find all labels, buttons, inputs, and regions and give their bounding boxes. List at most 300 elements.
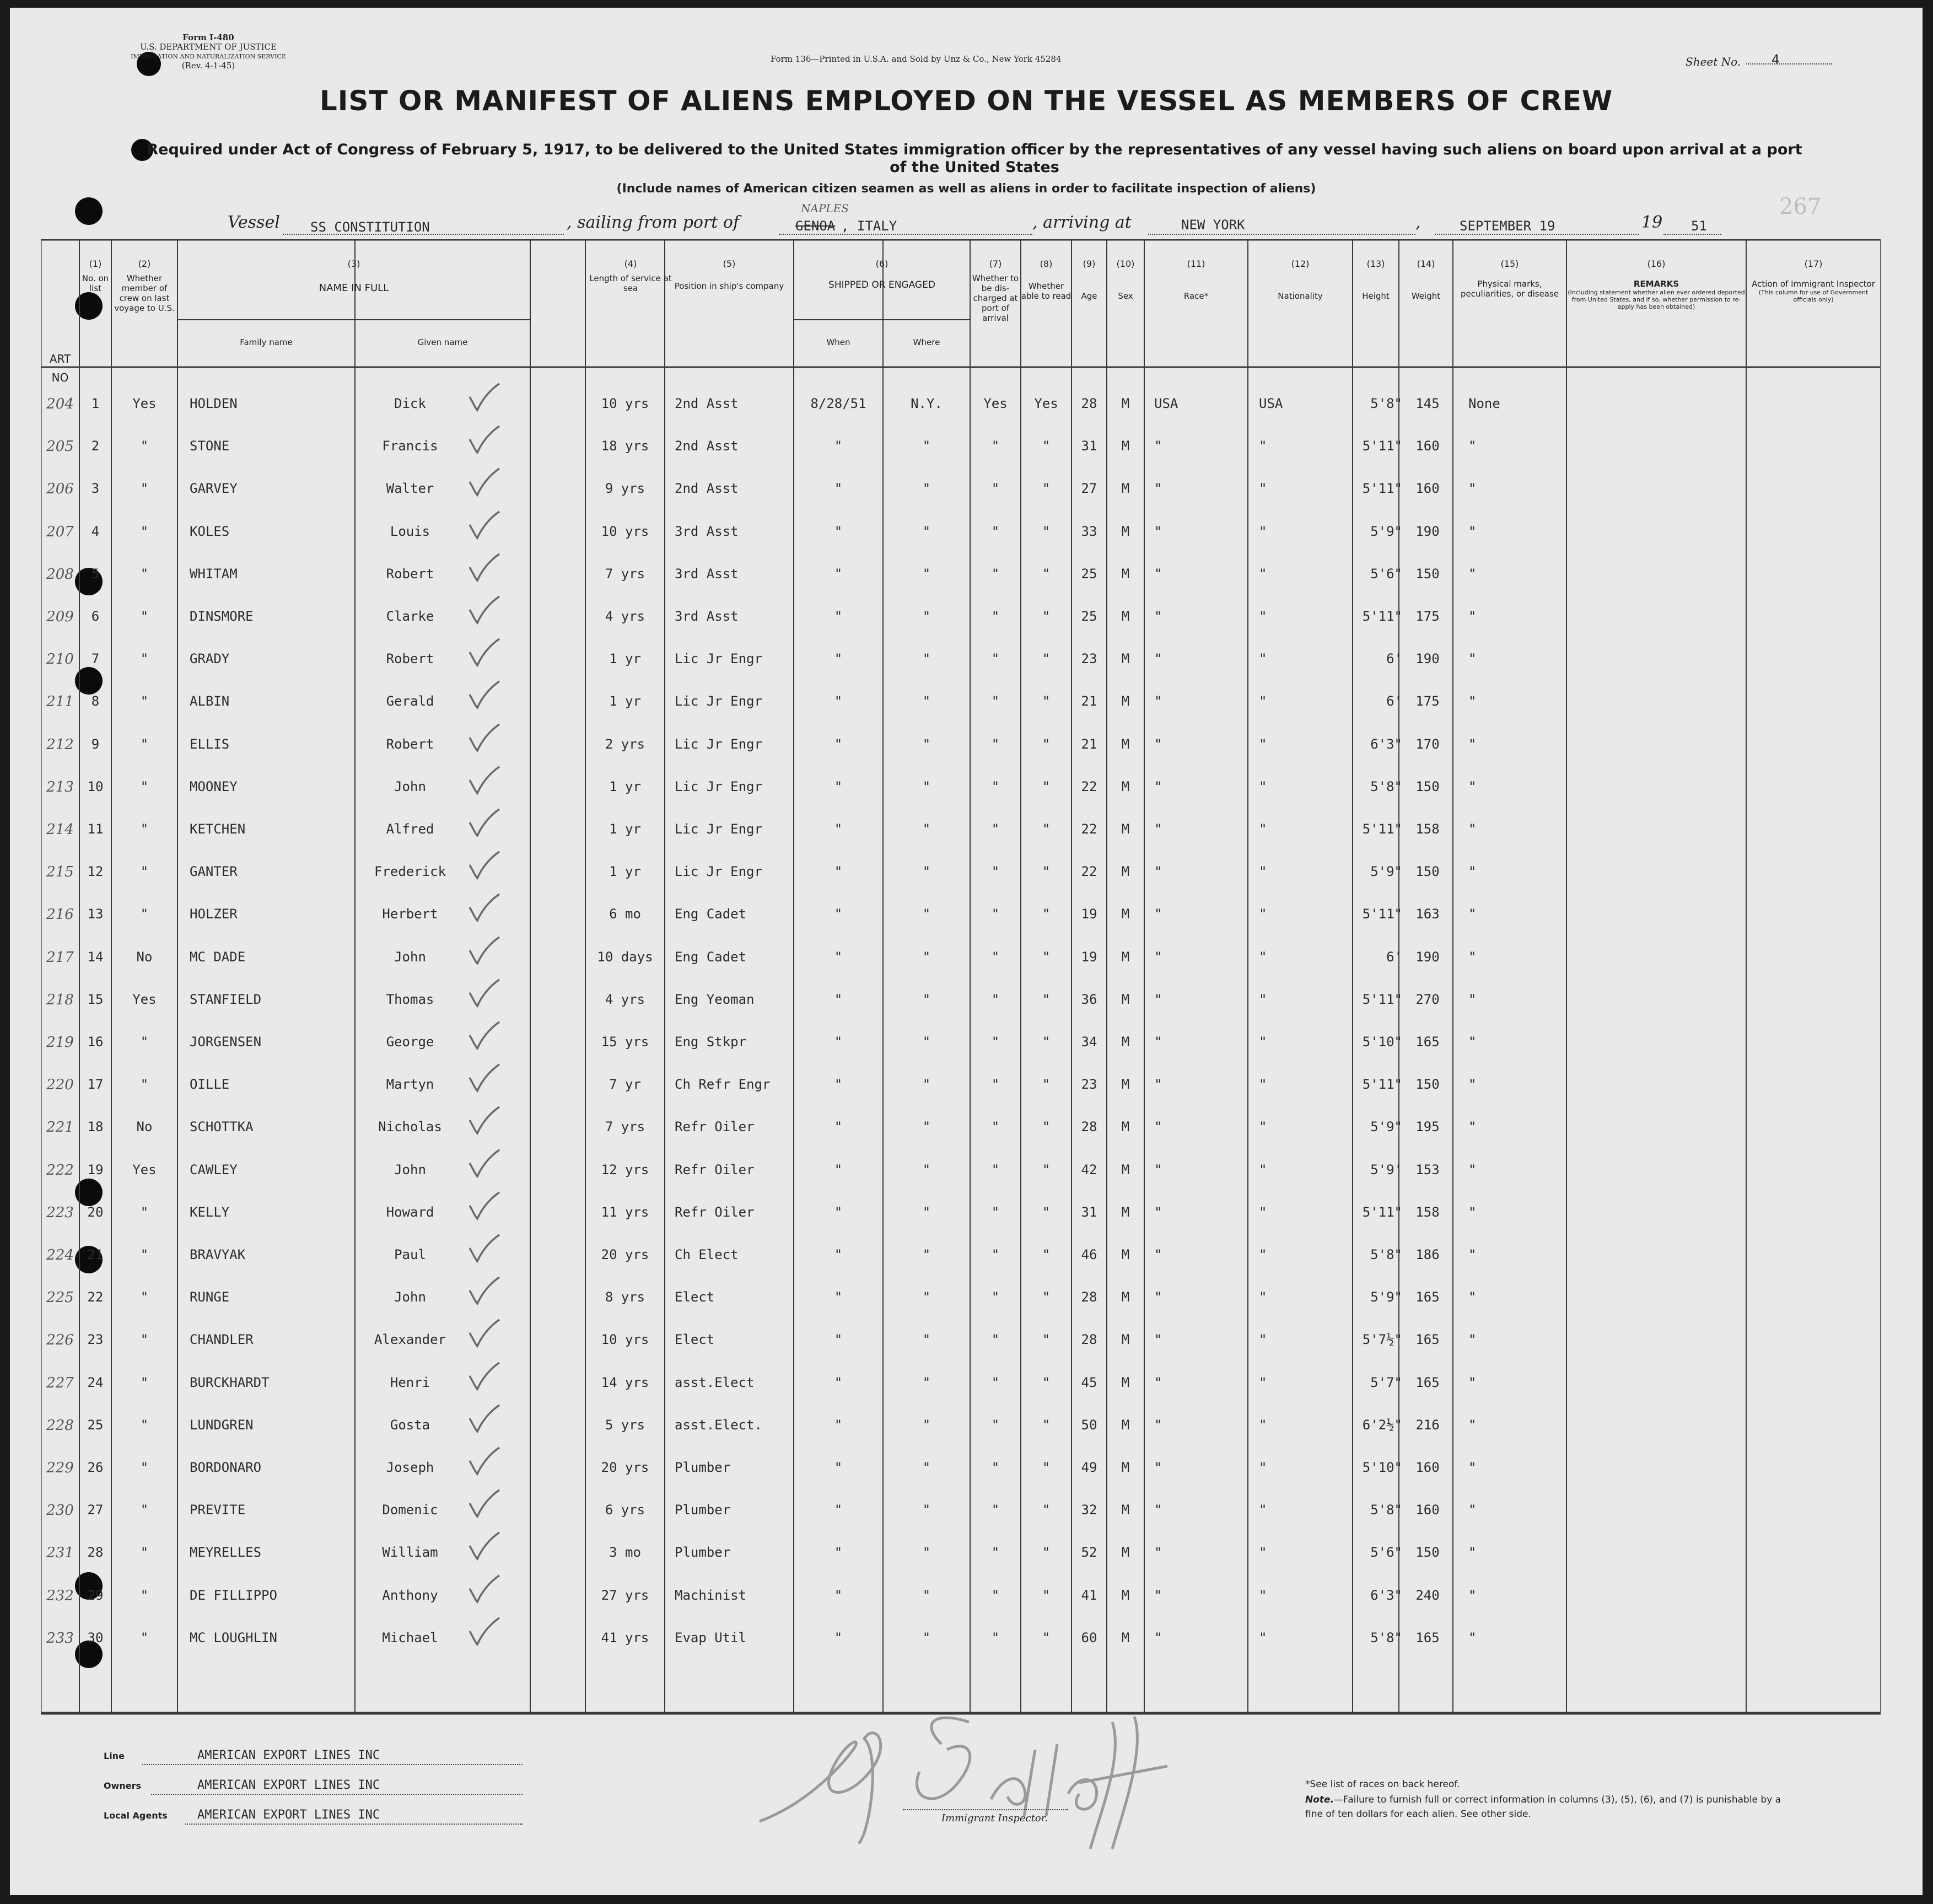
cell-where: " — [922, 949, 931, 965]
cell-disch: " — [991, 736, 1000, 752]
cell-marks: " — [1468, 1502, 1477, 1518]
cell-position: Refr Oiler — [675, 1161, 755, 1177]
cell-age: 19 — [1081, 906, 1097, 922]
cell-position: asst.Elect. — [675, 1417, 762, 1433]
cell-race: " — [1154, 1374, 1162, 1390]
cell-last: " — [140, 864, 149, 880]
cell-height: 5'9" — [1370, 523, 1402, 539]
cell-height: 5'9" — [1370, 1289, 1402, 1305]
arrival-date: SEPTEMBER 19 — [1460, 218, 1555, 234]
cell-no: 3 — [91, 481, 100, 497]
cell-family: KETCHEN — [190, 821, 246, 837]
cell-age: 45 — [1081, 1374, 1097, 1390]
check-mark-icon — [465, 721, 504, 754]
cell-last: Yes — [132, 991, 157, 1007]
cell-age: 23 — [1081, 1077, 1097, 1093]
cell-nat: " — [1259, 1417, 1267, 1433]
inspector-label: Immigrant Inspector. — [941, 1812, 1048, 1824]
cell-when: " — [834, 864, 843, 880]
cell-disch: " — [991, 906, 1000, 922]
arrival-underline — [1148, 234, 1415, 235]
revision: (Rev. 4-1-45) — [181, 61, 235, 71]
cell-disch: " — [991, 1247, 1000, 1262]
cell-race: " — [1154, 609, 1162, 624]
cell-marks: " — [1468, 1417, 1477, 1433]
cell-no: 27 — [87, 1502, 104, 1518]
penalty-note: Note.—Failure to furnish full or correct information in columns (3), (5), (6), and (7) is punishable by a fine of ten dollars for each alien. See other side. — [1305, 1794, 1781, 1820]
cell-weight: 160 — [1415, 1460, 1440, 1475]
check-mark-icon — [465, 1402, 504, 1435]
cell-no: 4 — [91, 523, 100, 539]
check-mark-icon — [465, 1104, 504, 1137]
cell-when: " — [834, 1289, 843, 1305]
cell-art: 224 — [46, 1247, 74, 1263]
cell-read: " — [1042, 906, 1051, 922]
cell-when: " — [834, 1374, 843, 1390]
cell-race: " — [1154, 1332, 1162, 1348]
cell-position: Ch Refr Engr — [675, 1077, 771, 1093]
cell-sex: M — [1121, 1034, 1130, 1050]
form-number: Form I-480 — [182, 33, 234, 42]
cell-art: 217 — [46, 949, 74, 966]
cell-race: " — [1154, 1204, 1162, 1220]
check-mark-icon — [465, 678, 504, 711]
cell-where: " — [922, 1332, 931, 1348]
cell-height: 5'8" — [1370, 396, 1402, 411]
cell-weight: 153 — [1415, 1161, 1440, 1177]
cell-art: 207 — [46, 523, 74, 540]
cell-art: 205 — [46, 438, 74, 455]
cell-nat: " — [1259, 949, 1267, 965]
cell-race: " — [1154, 566, 1162, 582]
cell-height: 5'11" — [1362, 438, 1402, 454]
cell-race: " — [1154, 1077, 1162, 1093]
cell-given: Henri — [390, 1374, 430, 1390]
cell-no: 9 — [91, 736, 100, 752]
cell-art: 225 — [46, 1289, 74, 1306]
cell-when: " — [834, 651, 843, 667]
cell-height: 5'6" — [1370, 566, 1402, 582]
cell-nat: " — [1259, 651, 1267, 667]
cell-marks: " — [1468, 821, 1477, 837]
cell-read: " — [1042, 1587, 1051, 1603]
cell-when: " — [834, 693, 843, 709]
cell-family: WHITAM — [190, 566, 238, 582]
cell-disch: " — [991, 1034, 1000, 1050]
cell-weight: 160 — [1415, 438, 1440, 454]
cell-nat: " — [1259, 1374, 1267, 1390]
cell-age: 33 — [1081, 523, 1097, 539]
agents-underline — [185, 1824, 523, 1825]
cell-sex: M — [1121, 609, 1130, 624]
cell-read: " — [1042, 693, 1051, 709]
arrival-port: NEW YORK — [1181, 217, 1245, 233]
cell-when: " — [834, 566, 843, 582]
cell-race: " — [1154, 1289, 1162, 1305]
cell-no: 11 — [87, 821, 104, 837]
cell-last: " — [140, 523, 149, 539]
cell-family: BURCKHARDT — [190, 1374, 270, 1390]
check-mark-icon — [465, 1316, 504, 1349]
cell-weight: 190 — [1415, 651, 1440, 667]
cell-disch: " — [991, 651, 1000, 667]
cell-no: 14 — [87, 949, 104, 965]
cell-nat: " — [1259, 1034, 1267, 1050]
cell-age: 52 — [1081, 1545, 1097, 1561]
cell-no: 12 — [87, 864, 104, 880]
cell-when: " — [834, 821, 843, 837]
agents-value: AMERICAN EXPORT LINES INC — [197, 1808, 380, 1822]
cell-art: 219 — [46, 1034, 74, 1051]
cell-when: " — [834, 1502, 843, 1518]
cell-age: 46 — [1081, 1247, 1097, 1262]
cell-position: Refr Oiler — [675, 1119, 755, 1135]
cell-race: " — [1154, 1161, 1162, 1177]
cell-given: Domenic — [382, 1502, 438, 1518]
cell-last: " — [140, 1374, 149, 1390]
cell-when: " — [834, 1161, 843, 1177]
cell-nat: " — [1259, 1204, 1267, 1220]
cell-nat: " — [1259, 609, 1267, 624]
cell-art: 210 — [46, 651, 74, 668]
cell-disch: Yes — [983, 396, 1008, 411]
cell-family: MOONEY — [190, 778, 238, 794]
cell-given: Dick — [394, 396, 426, 411]
cell-where: N.Y. — [911, 396, 943, 411]
cell-disch: " — [991, 609, 1000, 624]
cell-sex: M — [1121, 1502, 1130, 1518]
cell-read: " — [1042, 736, 1051, 752]
cell-height: 6' — [1386, 693, 1402, 709]
sheet-label: Sheet No. — [1686, 55, 1741, 68]
cell-height: 5'11" — [1362, 991, 1402, 1007]
cell-when: " — [834, 1629, 843, 1645]
cell-given: Anthony — [382, 1587, 438, 1603]
cell-given: Francis — [382, 438, 438, 454]
cell-weight: 160 — [1415, 481, 1440, 497]
cell-family: DINSMORE — [190, 609, 254, 624]
punch-hole — [75, 197, 103, 225]
cell-nat: " — [1259, 693, 1267, 709]
cell-where: " — [922, 1161, 931, 1177]
cell-last: " — [140, 1545, 149, 1561]
cell-sex: M — [1121, 864, 1130, 880]
cell-last: " — [140, 778, 149, 794]
cell-weight: 165 — [1415, 1374, 1440, 1390]
cell-weight: 270 — [1415, 991, 1440, 1007]
cell-when: " — [834, 1034, 843, 1050]
cell-marks: " — [1468, 949, 1477, 965]
cell-art: 228 — [46, 1417, 74, 1434]
col-art-no: ART NO — [49, 352, 71, 384]
cell-age: 28 — [1081, 1332, 1097, 1348]
col12-header: (12) Nationality — [1278, 259, 1323, 301]
col2-header: (2) Whether member of crew on last voyage to U.S. — [114, 259, 175, 313]
cell-family: GANTER — [190, 864, 238, 880]
cell-service: 1 yr — [609, 864, 641, 880]
departure-port-correction: NAPLES — [801, 202, 849, 215]
cell-marks: " — [1468, 1289, 1477, 1305]
cell-given: Alfred — [386, 821, 434, 837]
cell-last: " — [140, 693, 149, 709]
cell-read: " — [1042, 821, 1051, 837]
col17-header: (17) Action of Immigrant Inspector (This column for use of Government officials only) — [1752, 259, 1875, 303]
cell-art: 223 — [46, 1204, 74, 1221]
port-underline — [779, 234, 1032, 235]
cell-weight: 150 — [1415, 1545, 1440, 1561]
cell-where: " — [922, 1034, 931, 1050]
cell-when: " — [834, 736, 843, 752]
cell-age: 32 — [1081, 1502, 1097, 1518]
cell-last: " — [140, 1034, 149, 1050]
cell-sex: M — [1121, 1417, 1130, 1433]
cell-race: " — [1154, 523, 1162, 539]
cell-position: Refr Oiler — [675, 1204, 755, 1220]
cell-art: 206 — [46, 481, 74, 498]
cell-when: " — [834, 1247, 843, 1262]
cell-height: 6'3" — [1370, 736, 1402, 752]
cell-height: 6' — [1386, 651, 1402, 667]
crew-table — [41, 239, 1881, 1717]
cell-height: 5'7" — [1370, 1374, 1402, 1390]
cell-given: Frederick — [374, 864, 446, 880]
cell-given: Gerald — [386, 693, 434, 709]
cell-age: 60 — [1081, 1629, 1097, 1645]
cell-weight: 150 — [1415, 778, 1440, 794]
cell-height: 5'9' — [1370, 1161, 1402, 1177]
cell-race: " — [1154, 1119, 1162, 1135]
cell-nat: " — [1259, 438, 1267, 454]
cell-age: 28 — [1081, 396, 1097, 411]
cell-nat: " — [1259, 1119, 1267, 1135]
cell-position: Evap Util — [675, 1629, 747, 1645]
cell-age: 31 — [1081, 1204, 1097, 1220]
cell-marks: " — [1468, 523, 1477, 539]
cell-last: " — [140, 1077, 149, 1093]
cell-where: " — [922, 991, 931, 1007]
cell-no: 16 — [87, 1034, 104, 1050]
check-mark-icon — [465, 1572, 504, 1605]
cell-family: MC LOUGHLIN — [190, 1629, 277, 1645]
cell-where: " — [922, 1502, 931, 1518]
col3b-header: Given name — [417, 337, 468, 347]
cell-art: 214 — [46, 821, 74, 838]
cell-nat: " — [1259, 1502, 1267, 1518]
cell-service: 1 yr — [609, 821, 641, 837]
cell-read: " — [1042, 1204, 1051, 1220]
cell-race: " — [1154, 1587, 1162, 1603]
cell-height: 5'11" — [1362, 481, 1402, 497]
cell-no: 13 — [87, 906, 104, 922]
cell-sex: M — [1121, 991, 1130, 1007]
col11-header: (11) Race* — [1183, 259, 1209, 301]
cell-weight: 175 — [1415, 609, 1440, 624]
check-mark-icon — [465, 508, 504, 541]
cell-when: " — [834, 1587, 843, 1603]
cell-family: RUNGE — [190, 1289, 230, 1305]
cell-art: 204 — [46, 396, 74, 412]
cell-family: OILLE — [190, 1077, 230, 1093]
cell-read: " — [1042, 566, 1051, 582]
cell-when: " — [834, 1460, 843, 1475]
cell-disch: " — [991, 1161, 1000, 1177]
cell-position: Lic Jr Engr — [675, 864, 762, 880]
cell-when: " — [834, 949, 843, 965]
cell-service: 27 yrs — [601, 1587, 649, 1603]
col7-header: (7) Whether to be dis-charged at port of arrival — [972, 259, 1019, 323]
cell-read: " — [1042, 778, 1051, 794]
cell-family: KELLY — [190, 1204, 230, 1220]
cell-weight: 150 — [1415, 864, 1440, 880]
cell-read: " — [1042, 1119, 1051, 1135]
service-name: IMMIGRATION AND NATURALIZATION SERVICE — [131, 53, 286, 60]
cell-where: " — [922, 609, 931, 624]
cell-sex: M — [1121, 736, 1130, 752]
cell-weight: 150 — [1415, 1077, 1440, 1093]
cell-service: 6 mo — [609, 906, 641, 922]
cell-sex: M — [1121, 1289, 1130, 1305]
col5-header: (5) Position in ship's company — [674, 259, 784, 291]
cell-read: " — [1042, 864, 1051, 880]
cell-service: 14 yrs — [601, 1374, 649, 1390]
cell-service: 2 yrs — [605, 736, 645, 752]
cell-position: 2nd Asst — [675, 481, 739, 497]
cell-service: 20 yrs — [601, 1460, 649, 1475]
sheet-number: 4 — [1772, 52, 1780, 67]
cell-where: " — [922, 906, 931, 922]
cell-marks: " — [1468, 1332, 1477, 1348]
cell-age: 34 — [1081, 1034, 1097, 1050]
year-prefix: 19 — [1641, 213, 1663, 232]
cell-age: 22 — [1081, 864, 1097, 880]
col1-header: (1) No. on list — [82, 259, 109, 293]
cell-service: 15 yrs — [601, 1034, 649, 1050]
check-mark-icon — [465, 1274, 504, 1307]
cell-when: " — [834, 438, 843, 454]
cell-family: CAWLEY — [190, 1161, 238, 1177]
cell-sex: M — [1121, 821, 1130, 837]
check-mark-icon — [465, 934, 504, 967]
cell-weight: 195 — [1415, 1119, 1440, 1135]
cell-no: 22 — [87, 1289, 104, 1305]
owners-value: AMERICAN EXPORT LINES INC — [197, 1778, 380, 1792]
cell-disch: " — [991, 523, 1000, 539]
col3-header: (3) NAME IN FULL — [319, 259, 389, 294]
cell-where: " — [922, 1204, 931, 1220]
cell-no: 19 — [87, 1161, 104, 1177]
cell-race: " — [1154, 481, 1162, 497]
cell-given: Clarke — [386, 609, 434, 624]
cell-no: 2 — [91, 438, 100, 454]
cell-marks: " — [1468, 481, 1477, 497]
cell-nat: " — [1259, 736, 1267, 752]
cell-given: John — [394, 1161, 426, 1177]
cell-no: 30 — [87, 1629, 104, 1645]
cell-disch: " — [991, 1204, 1000, 1220]
cell-family: LUNDGREN — [190, 1417, 254, 1433]
cell-service: 1 yr — [609, 778, 641, 794]
cell-no: 17 — [87, 1077, 104, 1093]
cell-family: DE FILLIPPO — [190, 1587, 277, 1603]
cell-sex: M — [1121, 481, 1130, 497]
cell-marks: " — [1468, 906, 1477, 922]
cell-age: 50 — [1081, 1417, 1097, 1433]
date-underline — [1435, 234, 1639, 235]
cell-where: " — [922, 566, 931, 582]
cell-family: STONE — [190, 438, 230, 454]
cell-disch: " — [991, 991, 1000, 1007]
arrival-year: 51 — [1691, 218, 1707, 234]
cell-read: " — [1042, 523, 1051, 539]
cell-art: 208 — [46, 566, 74, 583]
cell-read: " — [1042, 1289, 1051, 1305]
cell-marks: " — [1468, 693, 1477, 709]
department: U.S. DEPARTMENT OF JUSTICE — [140, 42, 277, 52]
cell-marks: " — [1468, 566, 1477, 582]
cell-last: " — [140, 821, 149, 837]
cell-nat: " — [1259, 1460, 1267, 1475]
cell-read: " — [1042, 438, 1051, 454]
cell-age: 28 — [1081, 1119, 1097, 1135]
cell-no: 15 — [87, 991, 104, 1007]
cell-art: 211 — [46, 693, 74, 711]
cell-family: HOLDEN — [190, 396, 238, 411]
cell-sex: M — [1121, 1077, 1130, 1093]
cell-disch: " — [991, 1587, 1000, 1603]
cell-nat: " — [1259, 1077, 1267, 1093]
cell-disch: " — [991, 438, 1000, 454]
cell-height: 5'10" — [1362, 1460, 1402, 1475]
cell-family: MC DADE — [190, 949, 246, 965]
check-mark-icon — [465, 891, 504, 924]
cell-read: " — [1042, 651, 1051, 667]
cell-where: " — [922, 821, 931, 837]
cell-age: 27 — [1081, 481, 1097, 497]
cell-height: 6'2½" — [1362, 1417, 1402, 1433]
cell-family: MEYRELLES — [190, 1545, 262, 1561]
cell-when: " — [834, 481, 843, 497]
cell-marks: " — [1468, 1204, 1477, 1220]
cell-where: " — [922, 1077, 931, 1093]
cell-weight: 165 — [1415, 1629, 1440, 1645]
cell-last: " — [140, 1247, 149, 1262]
cell-given: George — [386, 1034, 434, 1050]
cell-given: Martyn — [386, 1077, 434, 1093]
cell-weight: 163 — [1415, 906, 1440, 922]
cell-sex: M — [1121, 1161, 1130, 1177]
cell-art: 213 — [46, 778, 74, 795]
cell-sex: M — [1121, 1332, 1130, 1348]
cell-read: " — [1042, 949, 1051, 965]
cell-position: Plumber — [675, 1502, 731, 1518]
comma: , — [1415, 213, 1421, 232]
col6-header: (6) SHIPPED OR ENGAGED — [828, 259, 935, 291]
check-mark-icon — [465, 1359, 504, 1392]
cell-read: " — [1042, 1545, 1051, 1561]
cell-service: 10 yrs — [601, 523, 649, 539]
cell-age: 22 — [1081, 821, 1097, 837]
cell-position: Lic Jr Engr — [675, 736, 762, 752]
cell-weight: 240 — [1415, 1587, 1440, 1603]
cell-where: " — [922, 438, 931, 454]
table-rules — [41, 239, 1881, 1717]
cell-last: " — [140, 609, 149, 624]
cell-read: " — [1042, 1374, 1051, 1390]
check-mark-icon — [465, 636, 504, 669]
cell-position: 2nd Asst — [675, 438, 739, 454]
cell-given: Robert — [386, 566, 434, 582]
departure-port-struck: GENOA — [795, 218, 836, 234]
